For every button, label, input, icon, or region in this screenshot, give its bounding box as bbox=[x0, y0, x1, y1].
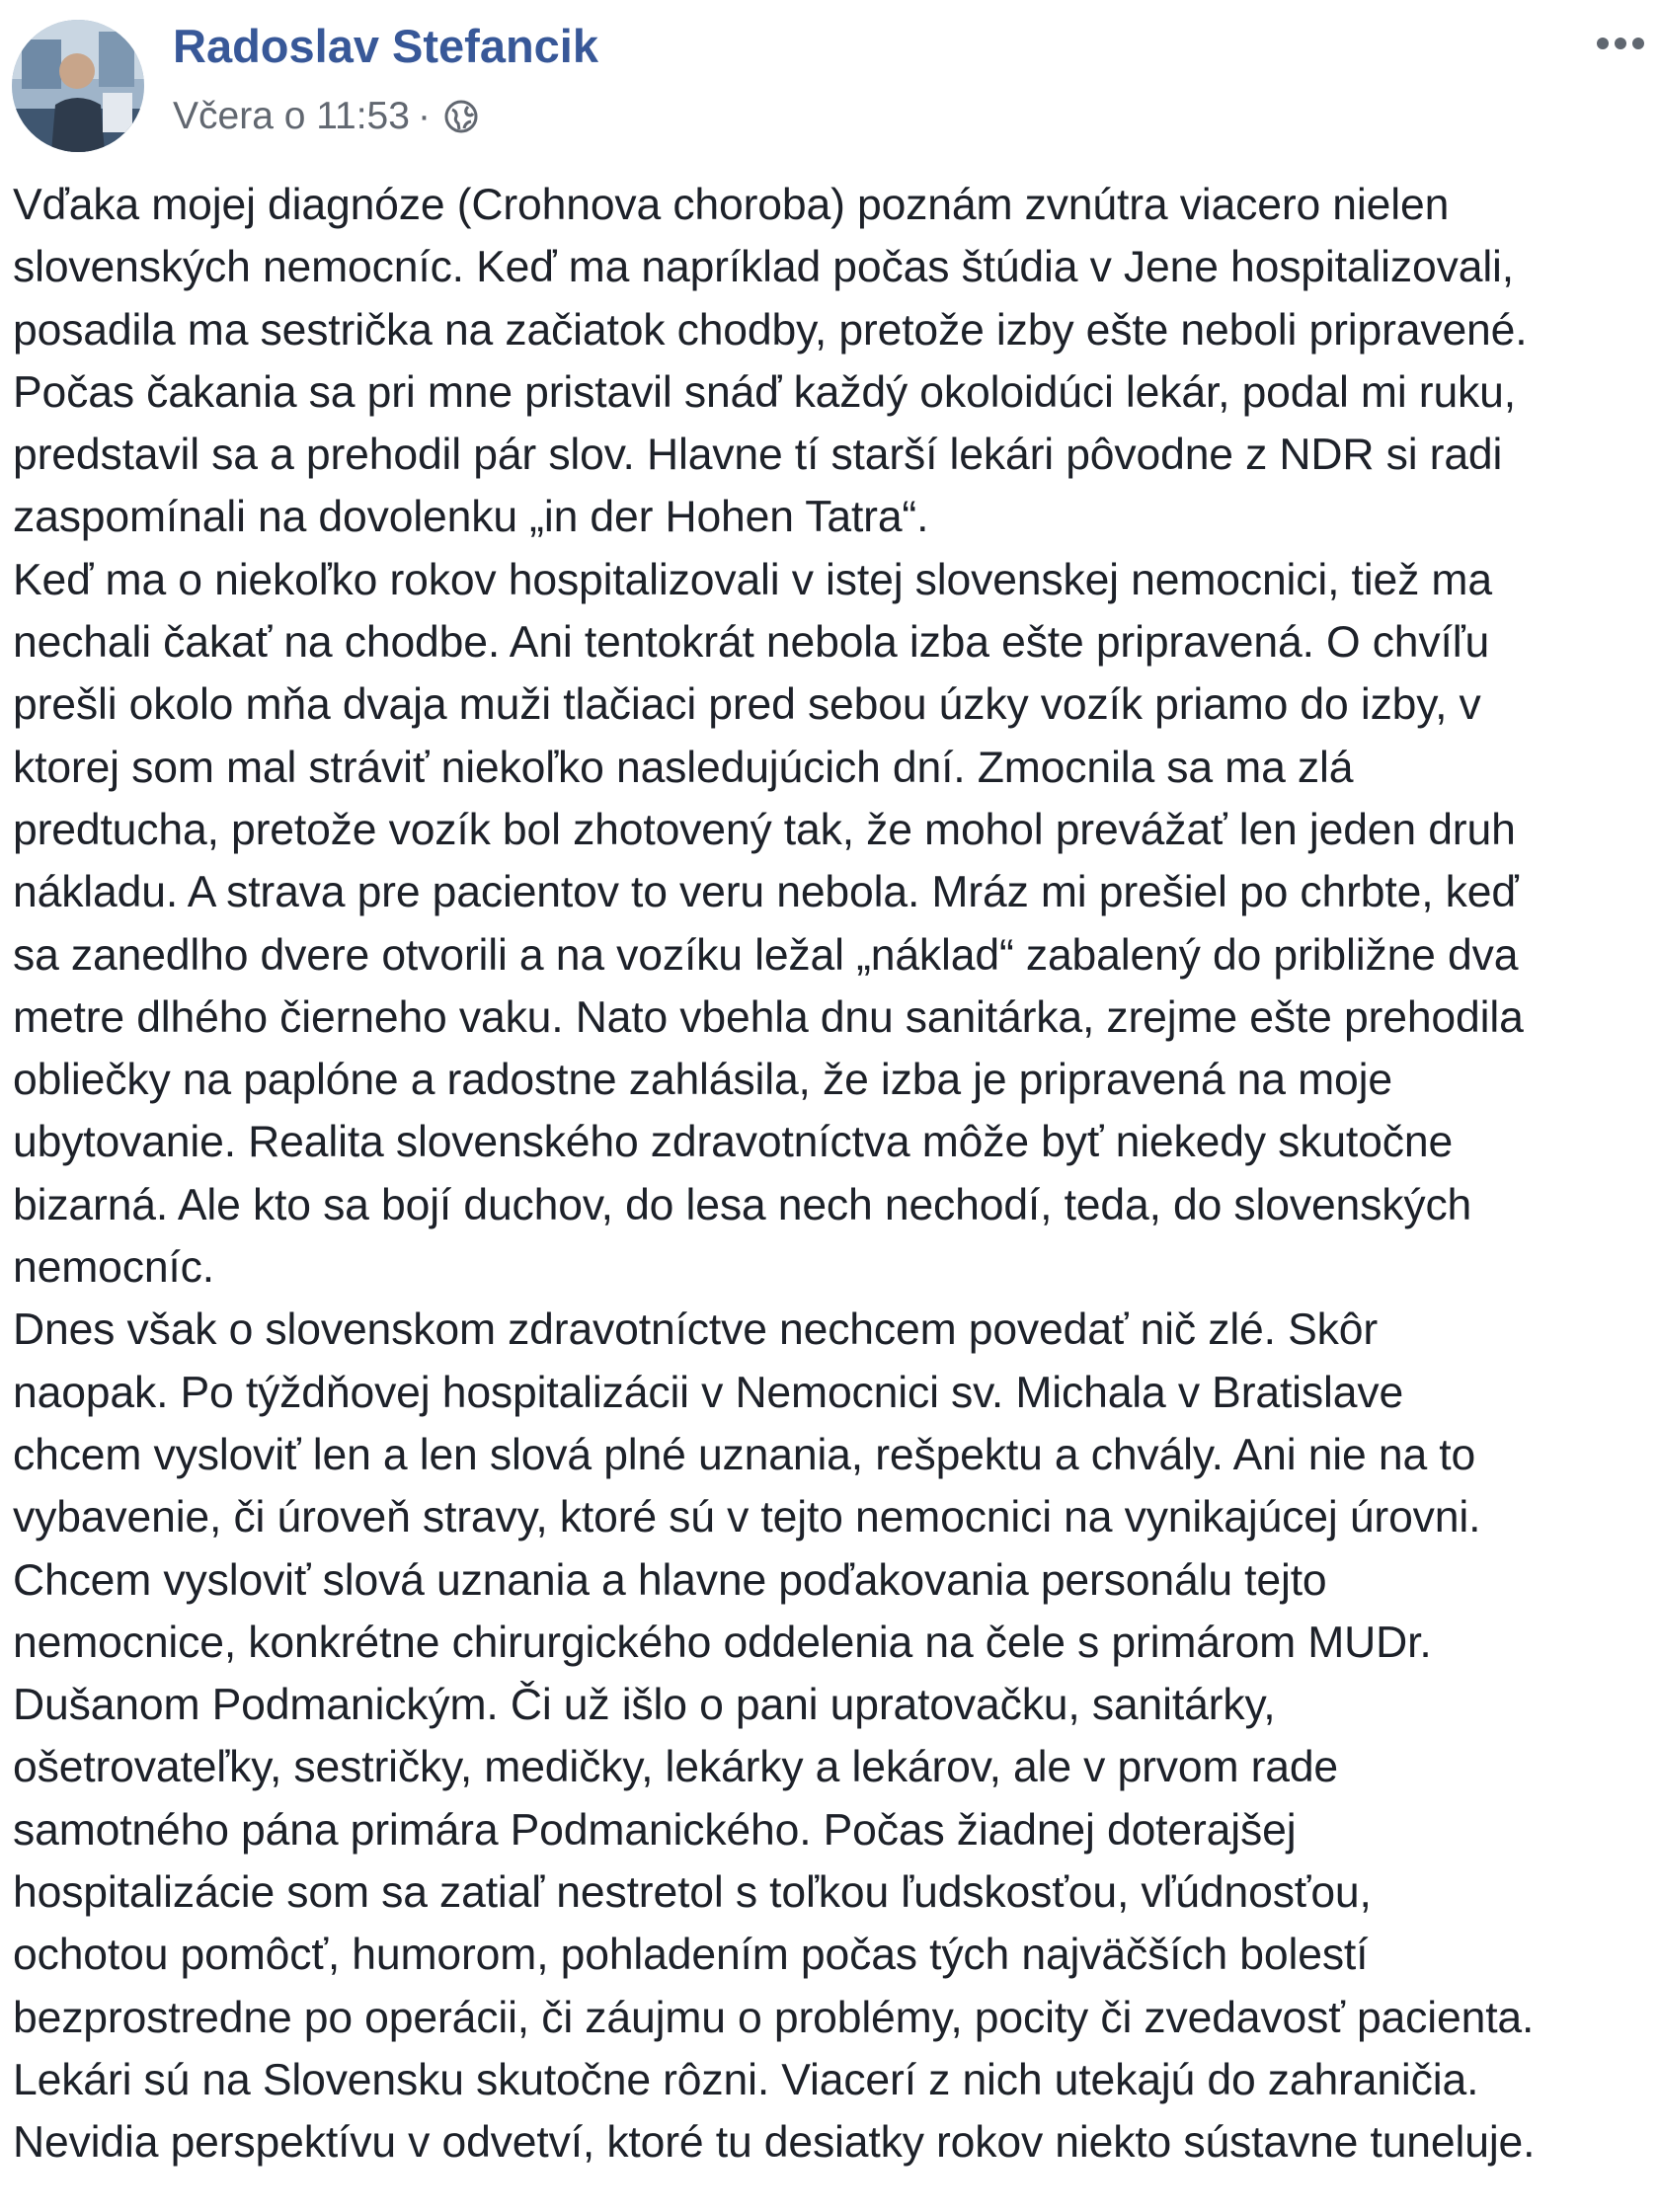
post-body-line: ošetrovateľky, sestričky, medičky, lekárky a lekárov, ale v prvom rade bbox=[13, 1743, 1339, 1792]
post-body-line: Chcem vysloviť slová uznania a hlavne poďakovania personálu tejto bbox=[13, 1555, 1327, 1605]
author-avatar[interactable] bbox=[12, 20, 144, 152]
post-body-line: prešli okolo mňa dvaja muži tlačiaci pred sebou úzky vozík priamo do izby, v bbox=[13, 680, 1481, 730]
post-body-line: metre dlhého čierneho vaku. Nato vbehla dnu sanitárka, zrejme ešte prehodila bbox=[13, 992, 1524, 1042]
post-body-line: slovenských nemocníc. Keď ma napríklad počas štúdia v Jene hospitalizovali, bbox=[13, 243, 1515, 292]
profile-photo-icon bbox=[12, 20, 144, 152]
post-body-line: samotného pána primára Podmanického. Počas žiadnej doterajšej bbox=[13, 1805, 1297, 1855]
post-body-line: Nevidia perspektívu v odvetví, ktoré tu desiatky rokov niekto sústavne tuneluje. bbox=[13, 2118, 1536, 2168]
post-body-line: Dušanom Podmanickým. Či už išlo o pani upratovačku, sanitárky, bbox=[13, 1681, 1276, 1730]
post-body-line: ktorej som mal stráviť niekoľko nasledujúcich dní. Zmocnila sa ma zlá bbox=[13, 743, 1354, 792]
post-body-line: bizarná. Ale kto sa bojí duchov, do lesa nech nechodí, teda, do slovenských bbox=[13, 1180, 1472, 1229]
post-body-line: ochotou pomôcť, humorom, pohladením počas tých najväčších bolestí bbox=[13, 1931, 1369, 1980]
more-options-button[interactable] bbox=[1586, 14, 1655, 73]
post-body-line: vybavenie, či úroveň stravy, ktoré sú v tejto nemocnici na vynikajúcej úrovni. bbox=[13, 1493, 1481, 1542]
post-body-line: Keď ma o niekoľko rokov hospitalizovali v istej slovenskej nemocnici, tiež ma bbox=[13, 555, 1492, 604]
post-body-line: nemocníc. bbox=[13, 1243, 214, 1293]
post-timestamp[interactable]: Včera o 11:53 bbox=[173, 95, 410, 137]
post-body-line: Lekári sú na Slovensku skutočne rôzni. Viacerí z nich utekajú do zahraničia. bbox=[13, 2055, 1479, 2104]
post-body-line: naopak. Po týždňovej hospitalizácii v Nemocnici sv. Michala v Bratislave bbox=[13, 1368, 1404, 1417]
post-body-line: posadila ma sestrička na začiatok chodby, pretože izby ešte neboli pripravené. bbox=[13, 305, 1528, 355]
post-body-line: hospitalizácie som sa zatiaľ nestretol s toľkou ľudskosťou, vľúdnosťou, bbox=[13, 1868, 1372, 1918]
post-body-line: ubytovanie. Realita slovenského zdravotníctva môže byť niekedy skutočne bbox=[13, 1118, 1454, 1167]
post-meta bbox=[173, 87, 480, 146]
post-body-line: bezprostredne po operácii, či záujmu o problémy, pocity či zvedavosť pacienta. bbox=[13, 1993, 1535, 2042]
post-body-line: zaspomínali na dovolenku „in der Hohen Tatra“. bbox=[13, 493, 929, 542]
globe-icon[interactable] bbox=[442, 98, 480, 135]
post-body-line: nákladu. A strava pre pacientov to veru nebola. Mráz mi prešiel po chrbte, keď bbox=[13, 868, 1519, 917]
post-body-line: obliečky na paplóne a radostne zahlásila, že izba je pripravená na moje bbox=[13, 1056, 1392, 1105]
post-body-text bbox=[13, 174, 1652, 2174]
post-body-line: sa zanedlho dvere otvorili a na vozíku ležal „náklad“ zabalený do približne dva bbox=[13, 930, 1519, 980]
post-body-line: chcem vysloviť len a len slová plné uznania, rešpektu a chvály. Ani nie na to bbox=[13, 1430, 1476, 1479]
meta-separator: · bbox=[417, 95, 431, 137]
author-name[interactable]: Radoslav Stefancik bbox=[173, 20, 599, 72]
post-body-line: Počas čakania sa pri mne pristavil snáď každý okoloidúci lekár, podal mi ruku, bbox=[13, 367, 1516, 417]
post-body-line: Dnes však o slovenskom zdravotníctve nechcem povedať nič zlé. Skôr bbox=[13, 1305, 1378, 1355]
more-options-icon bbox=[1596, 37, 1645, 50]
post-body-line: predtucha, pretože vozík bol zhotovený tak, že mohol prevážať len jeden druh bbox=[13, 805, 1516, 854]
post-body-line: Vďaka mojej diagnóze (Crohnova choroba) poznám zvnútra viacero nielen bbox=[13, 181, 1450, 229]
post-header bbox=[0, 0, 1659, 168]
post-body-line: nechali čakať na chodbe. Ani tentokrát nebola izba ešte pripravená. O chvíľu bbox=[13, 618, 1490, 668]
post-body-line: predstavil sa a prehodil pár slov. Hlavne tí starší lekári pôvodne z NDR si radi bbox=[13, 431, 1503, 480]
post-body-line: nemocnice, konkrétne chirurgického oddelenia na čele s primárom MUDr. bbox=[13, 1618, 1432, 1667]
